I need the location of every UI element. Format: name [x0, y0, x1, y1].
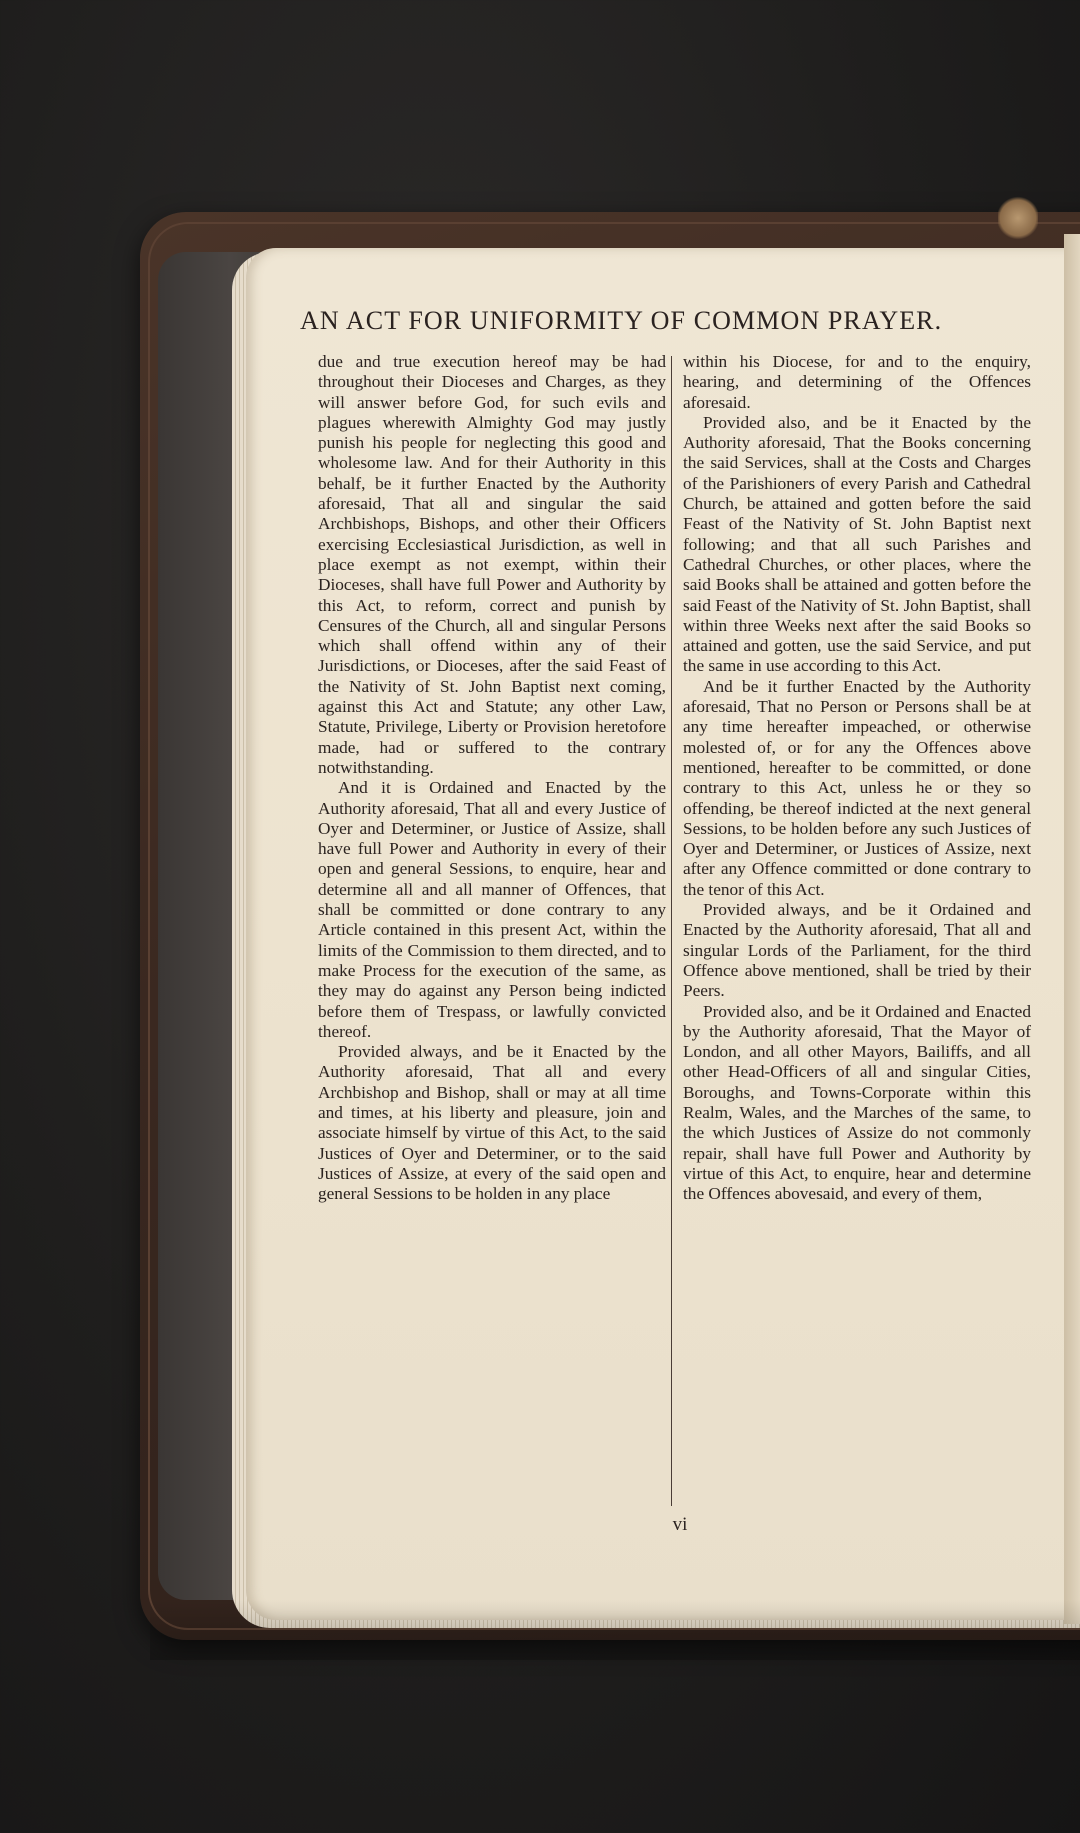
- page-number: vi: [672, 1514, 688, 1535]
- left-paragraph-1: due and true execution hereof may be had throughout their Dioceses and Charges, as they will answer before God, for such evils and plagues wherewith Almighty God may justly punish his people for neglecting this good and wholesome law. And for their Authority in this behalf, be it further Enacted by the Authority aforesaid, That all and singular the said Archbishops, Bishops, and other their Officers exercising Ecclesiastical Jurisdiction, as well in place exempt as not exempt, within their Dioceses, shall have full Power and Authority by this Act, to reform, correct and punish by Censures of the Church, all and singular Persons which shall offend within any of their Jurisdictions, or Dioceses, after the said Feast of the Nativity of St. John Baptist next coming, against this Act and Statute; any other Law, Statute, Privilege, Liberty or Provision heretofore made, had or suffered to the contrary notwithstanding.: [318, 352, 666, 777]
- binding-stitch: [998, 196, 1038, 240]
- right-paragraph-3: And be it further Enacted by the Authority aforesaid, That no Person or Persons shall be at any time hereafter impeached, or otherwise molested of, or for any the Offences above mentioned, hereafter to be committed, or done contrary to this Act, unless he or they so offending, be thereof indicted at the next general Sessions, to be holden before any such Justices of Oyer and Determiner, or Justices of Assize, next after any Offence committed or done contrary to the tenor of this Act.: [683, 676, 1031, 899]
- bottom-shadow: [150, 1600, 1080, 1660]
- left-paragraph-3: Provided always, and be it Enacted by the Authority aforesaid, That all and every Archbishop and Bishop, shall or may at all time and times, at his liberty and pleasure, join and associate himself by virtue of this Act, to the said Justices of Oyer and Determiner, or to the said Justices of Assize, at every of the said open and general Sessions to be holden in any place: [318, 1042, 666, 1204]
- right-paragraph-2: Provided also, and be it Enacted by the Authority aforesaid, That the Books concerning the said Services, shall at the Costs and Charges of the Parishioners of every Parish and Cathedral Church, be attained and gotten before the said Feast of the Nativity of St. John Baptist next following; and that all such Parishes and Cathedral Churches, or other places, where the said Books shall be attained and gotten before the said Feast of the Nativity of St. John Baptist, shall within three Weeks next after the said Books so attained and gotten, use the said Service, and put the same in use according to this Act.: [683, 412, 1031, 676]
- left-column: [318, 352, 666, 1504]
- left-paragraph-2: And it is Ordained and Enacted by the Authority aforesaid, That all and every Justice of Oyer and Determiner, or Justice of Assize, shall have full Power and Authority in every of their open and general Sessions, to enquire, hear and determine all and all manner of Offences, that shall be committed or done contrary to any Article contained in this present Act, within the limits of the Commission to them directed, and to make Process for the execution of the same, as they may do against any Person being indicted before them of Trespass, or lawfully convicted thereof.: [318, 778, 666, 1041]
- facing-page-edge: [1064, 234, 1080, 1624]
- right-paragraph-4: Provided always, and be it Ordained and Enacted by the Authority aforesaid, That all and singular Lords of the Parliament, for the third Offence above mentioned, shall be tried by their Peers.: [683, 900, 1031, 1001]
- page-heading: AN ACT FOR UNIFORMITY OF COMMON PRAYER.: [300, 306, 943, 335]
- right-paragraph-1: within his Diocese, for and to the enquiry, hearing, and determining of the Offences aforesaid.: [683, 352, 1031, 412]
- right-paragraph-5: Provided also, and be it Ordained and Enacted by the Authority aforesaid, That the Mayor of London, and all other Mayors, Bailiffs, and all other Head-Officers of all and singular Cities, Boroughs, and Towns-Corporate within this Realm, Wales, and the Marches of the same, to the which Justices of Assize do not commonly repair, shall have full Power and Authority by virtue of this Act, to enquire, hear and determine the Offences abovesaid, and every of them,: [683, 1001, 1031, 1204]
- column-divider: [671, 356, 672, 1506]
- right-column: [683, 352, 1031, 1504]
